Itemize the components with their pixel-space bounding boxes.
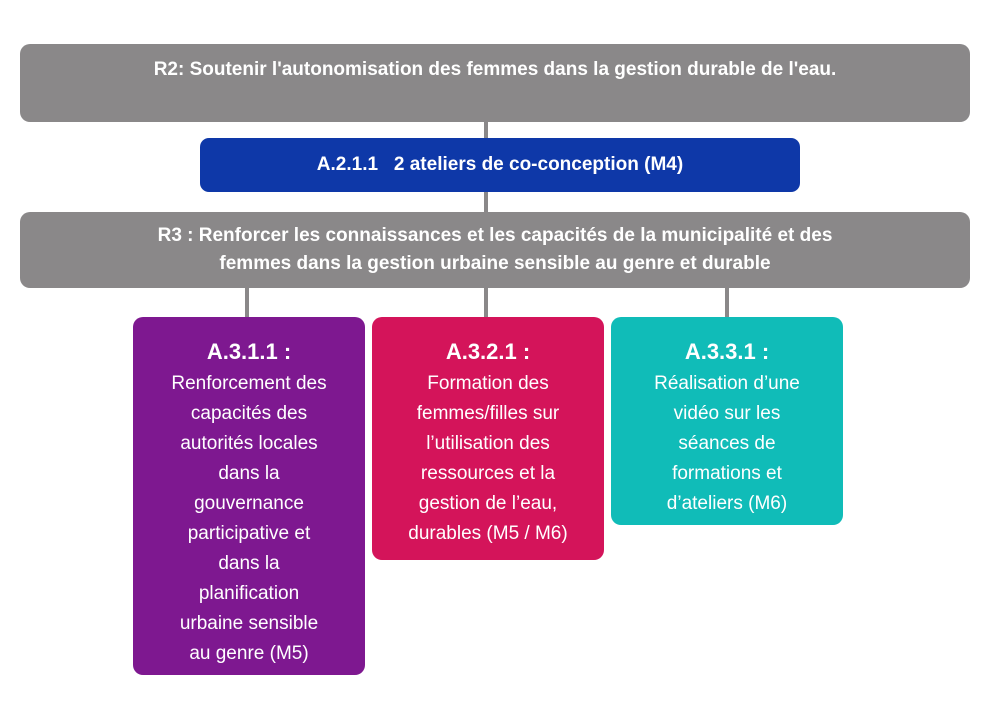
connector-r2-a211: [484, 120, 488, 140]
connector-r3-a311: [245, 286, 249, 319]
a331-activity-card: [611, 317, 843, 525]
r2-result-label: R2: Soutenir l'autonomisation des femmes dans la gestion durable de l'eau.: [153, 59, 837, 80]
a311-activity-card: [133, 317, 365, 675]
a311-activity-description: Renforcement des capacités des autorités locales dans la gouvernance participative et dans la planification urbaine sensible au genre (M5): [171, 373, 327, 664]
a321-activity-code: A.3.2.1 :: [445, 339, 531, 364]
a331-activity-code: A.3.3.1 :: [684, 339, 770, 364]
a311-activity-code: A.3.1.1 :: [206, 339, 292, 364]
r3-result-line-2: femmes dans la gestion urbaine sensible au genre et durable: [219, 253, 771, 274]
r3-result-box: [20, 212, 970, 288]
a331-activity-description: Réalisation d’une vidéo sur les séances de formations et d’ateliers (M6): [654, 373, 800, 514]
r3-result-line-1: R3 : Renforcer les connaissances et les capacités de la municipalité et des: [157, 225, 833, 246]
connector-r3-a321: [484, 286, 488, 319]
connector-r3-a331: [725, 286, 729, 319]
r2-result-box: [20, 44, 970, 122]
a321-activity-card: [372, 317, 604, 560]
a211-activity-label: A.2.1.1 2 ateliers de co-conception (M4): [316, 154, 684, 175]
a211-activity-box: [200, 138, 800, 192]
a321-activity-description: Formation des femmes/filles sur l’utilisation des ressources et la gestion de l’eau, durables (M5 / M6): [408, 373, 568, 544]
